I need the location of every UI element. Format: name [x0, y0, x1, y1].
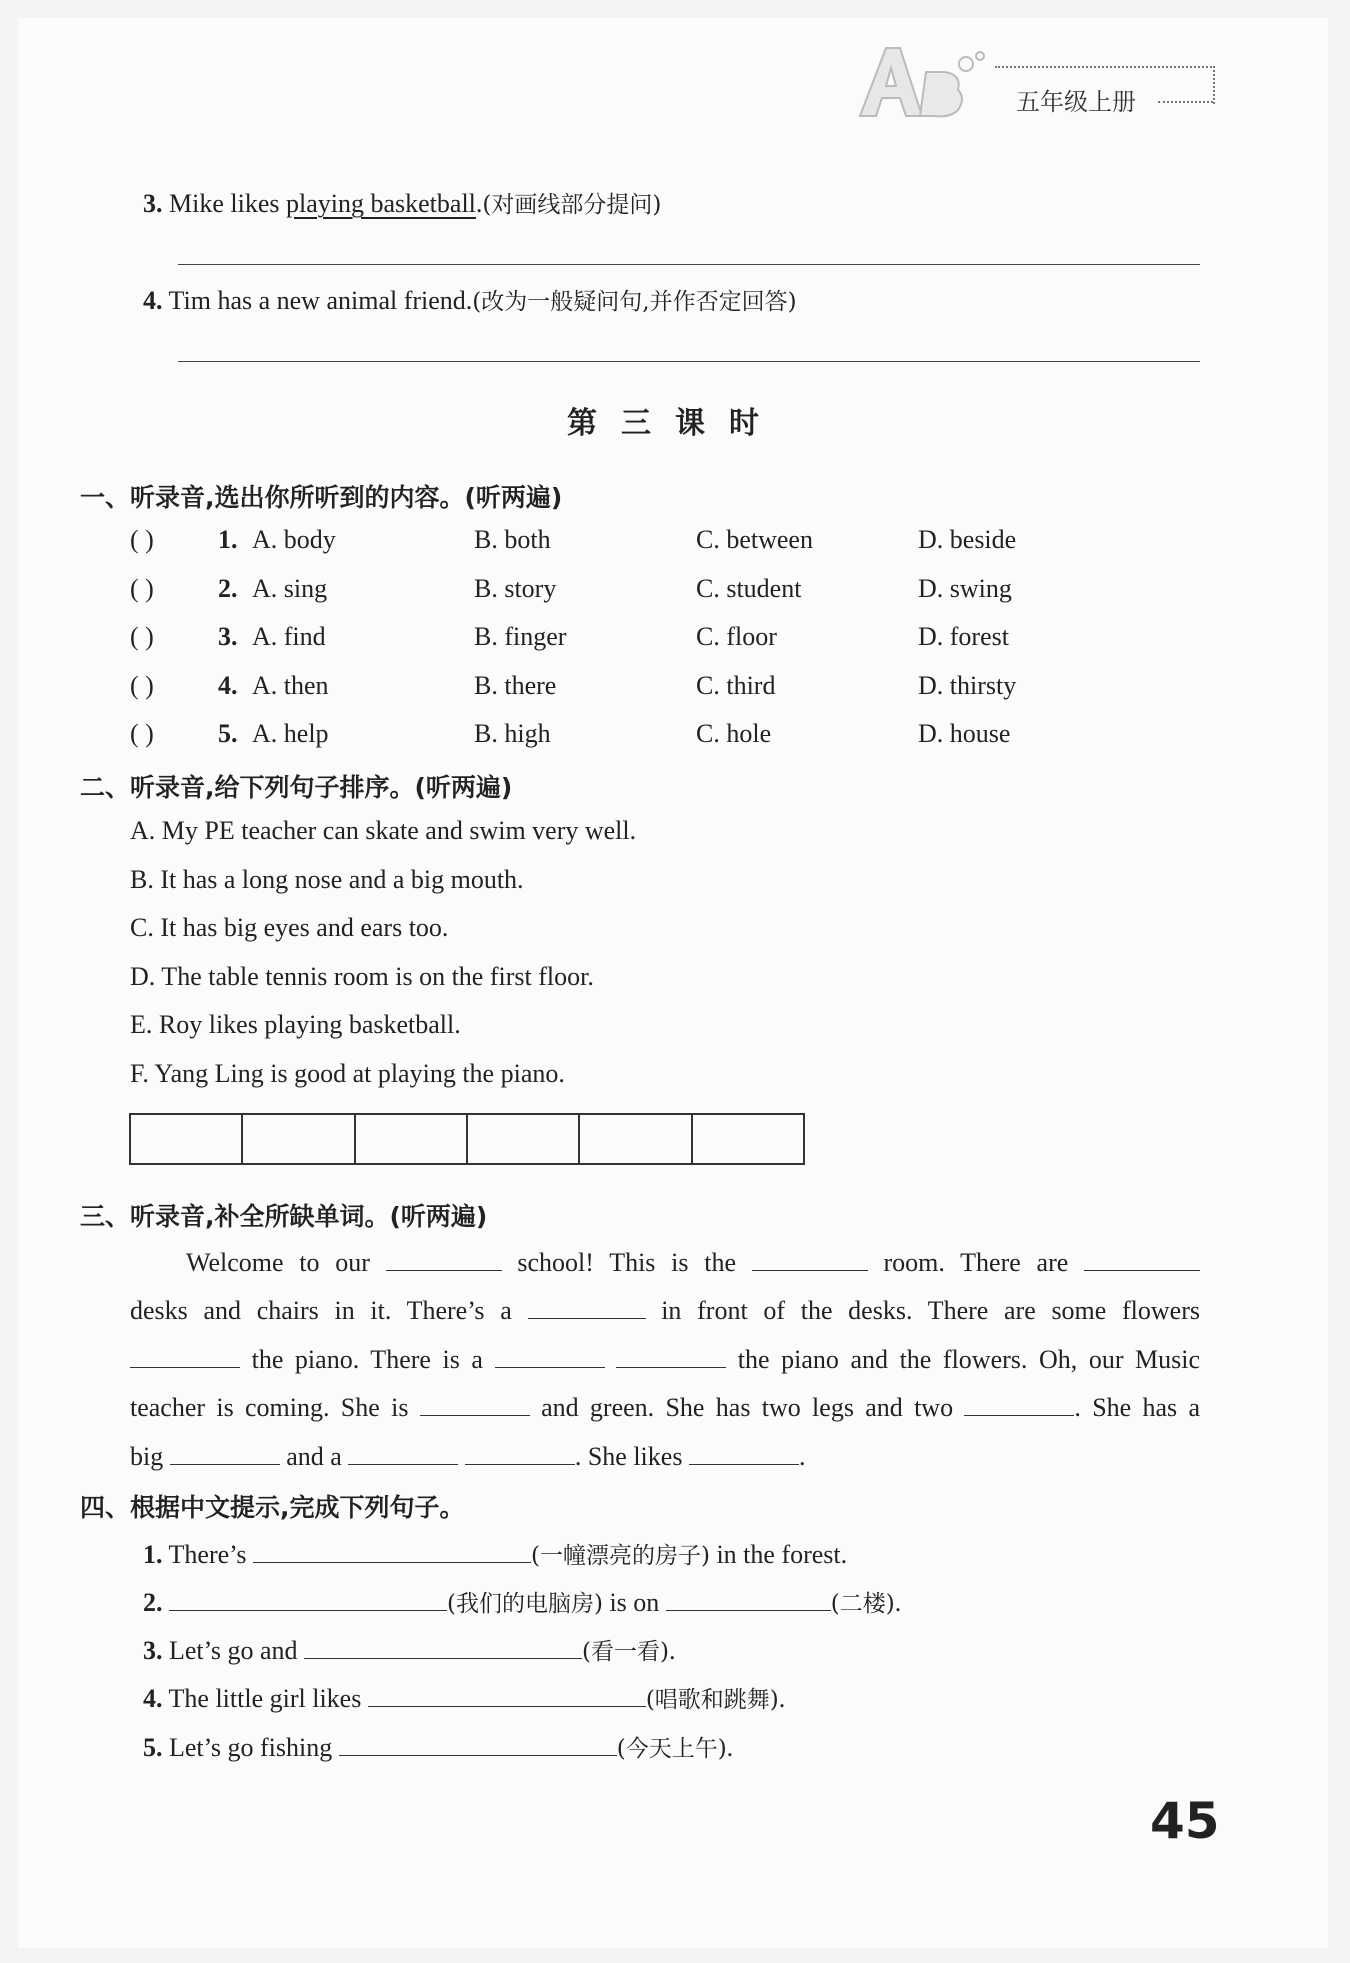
blank[interactable] — [1084, 1244, 1200, 1271]
page-number: 45 — [1150, 1792, 1220, 1850]
blank[interactable] — [170, 1438, 280, 1465]
header-dots — [1158, 101, 1213, 103]
top-question-3: 3. Mike likes playing basketball.(对画线部分提问) — [143, 189, 662, 218]
blank[interactable] — [304, 1632, 582, 1659]
order-answer-cell[interactable] — [580, 1115, 692, 1163]
answer-line[interactable] — [178, 361, 1200, 362]
order-sentence: B. It has a long nose and a big mouth. — [130, 865, 524, 894]
blank[interactable] — [130, 1341, 240, 1368]
blank[interactable] — [339, 1729, 617, 1756]
answer-line[interactable] — [178, 264, 1200, 265]
order-answer-cell[interactable] — [468, 1115, 580, 1163]
passage-line: Welcome to our school! This is the room. There are — [130, 1244, 1200, 1278]
translation-item-1: 1. There’s (一幢漂亮的房子) in the forest. — [143, 1536, 847, 1570]
translation-item-4: 4. The little girl likes (唱歌和跳舞). — [143, 1680, 785, 1714]
blank[interactable] — [348, 1438, 458, 1465]
answer-paren[interactable]: ( ) — [130, 574, 154, 603]
choice-row: ( ) 2. A. sing B. story C. student D. swing — [130, 574, 1012, 603]
order-answer-cell[interactable] — [356, 1115, 468, 1163]
passage-line: desks and chairs in it. There’s a in front of the desks. There are some flowers — [130, 1292, 1200, 1326]
translation-item-3: 3. Let’s go and (看一看). — [143, 1632, 675, 1666]
lesson-title: 第三课时 — [567, 406, 783, 441]
answer-paren[interactable]: ( ) — [130, 719, 154, 748]
order-sentence: A. My PE teacher can skate and swim very well. — [130, 816, 637, 845]
blank[interactable] — [169, 1584, 447, 1611]
order-sentence: D. The table tennis room is on the first floor. — [130, 962, 594, 991]
section-1-title: 一、听录音,选出你所听到的内容。(听两遍) — [80, 483, 563, 512]
order-answer-grid — [129, 1113, 805, 1165]
answer-paren[interactable]: ( ) — [130, 671, 154, 700]
translation-item-2: 2. (我们的电脑房) is on (二楼). — [143, 1584, 901, 1618]
order-sentence: E. Roy likes playing basketball. — [130, 1010, 461, 1039]
blank[interactable] — [368, 1680, 646, 1707]
top-question-4: 4. Tim has a new animal friend.(改为一般疑问句,并作否定回答) — [143, 286, 797, 315]
ab-logo-icon — [848, 36, 998, 126]
answer-paren[interactable]: ( ) — [130, 622, 154, 651]
passage-line: the piano. There is a the piano and the flowers. Oh, our Music — [130, 1341, 1200, 1375]
order-answer-cell[interactable] — [693, 1115, 803, 1163]
section-3-title: 三、听录音,补全所缺单词。(听两遍) — [80, 1202, 488, 1231]
underlined-phrase: playing basketball — [286, 189, 476, 218]
choice-row: ( ) 1. A. body B. both C. between D. beside — [130, 525, 1017, 554]
blank[interactable] — [528, 1292, 646, 1319]
order-answer-cell[interactable] — [131, 1115, 243, 1163]
passage-line: big and a . She likes . — [130, 1438, 1200, 1472]
section-4-title: 四、根据中文提示,完成下列句子。 — [80, 1493, 465, 1522]
section-2-title: 二、听录音,给下列句子排序。(听两遍) — [80, 773, 513, 802]
order-sentence: C. It has big eyes and ears too. — [130, 913, 449, 942]
order-answer-cell[interactable] — [243, 1115, 355, 1163]
blank[interactable] — [689, 1438, 799, 1465]
blank[interactable] — [465, 1438, 575, 1465]
blank[interactable] — [964, 1389, 1074, 1416]
cloze-passage — [130, 1244, 1200, 1484]
passage-line: teacher is coming. She is and green. She has two legs and two . She has a — [130, 1389, 1200, 1423]
blank[interactable] — [253, 1536, 531, 1563]
blank[interactable] — [616, 1341, 726, 1368]
choice-row: ( ) 5. A. help B. high C. hole D. house — [130, 719, 1011, 748]
choice-row: ( ) 3. A. find B. finger C. floor D. forest — [130, 622, 1009, 651]
answer-paren[interactable]: ( ) — [130, 525, 154, 554]
blank[interactable] — [386, 1244, 502, 1271]
order-sentence: F. Yang Ling is good at playing the piano. — [130, 1059, 565, 1088]
blank[interactable] — [495, 1341, 605, 1368]
blank[interactable] — [420, 1389, 530, 1416]
blank[interactable] — [752, 1244, 868, 1271]
blank[interactable] — [666, 1584, 831, 1611]
grade-label: 五年级上册 — [1016, 88, 1136, 116]
choice-row: ( ) 4. A. then B. there C. third D. thirsty — [130, 671, 1017, 700]
translation-item-5: 5. Let’s go fishing (今天上午). — [143, 1729, 733, 1763]
